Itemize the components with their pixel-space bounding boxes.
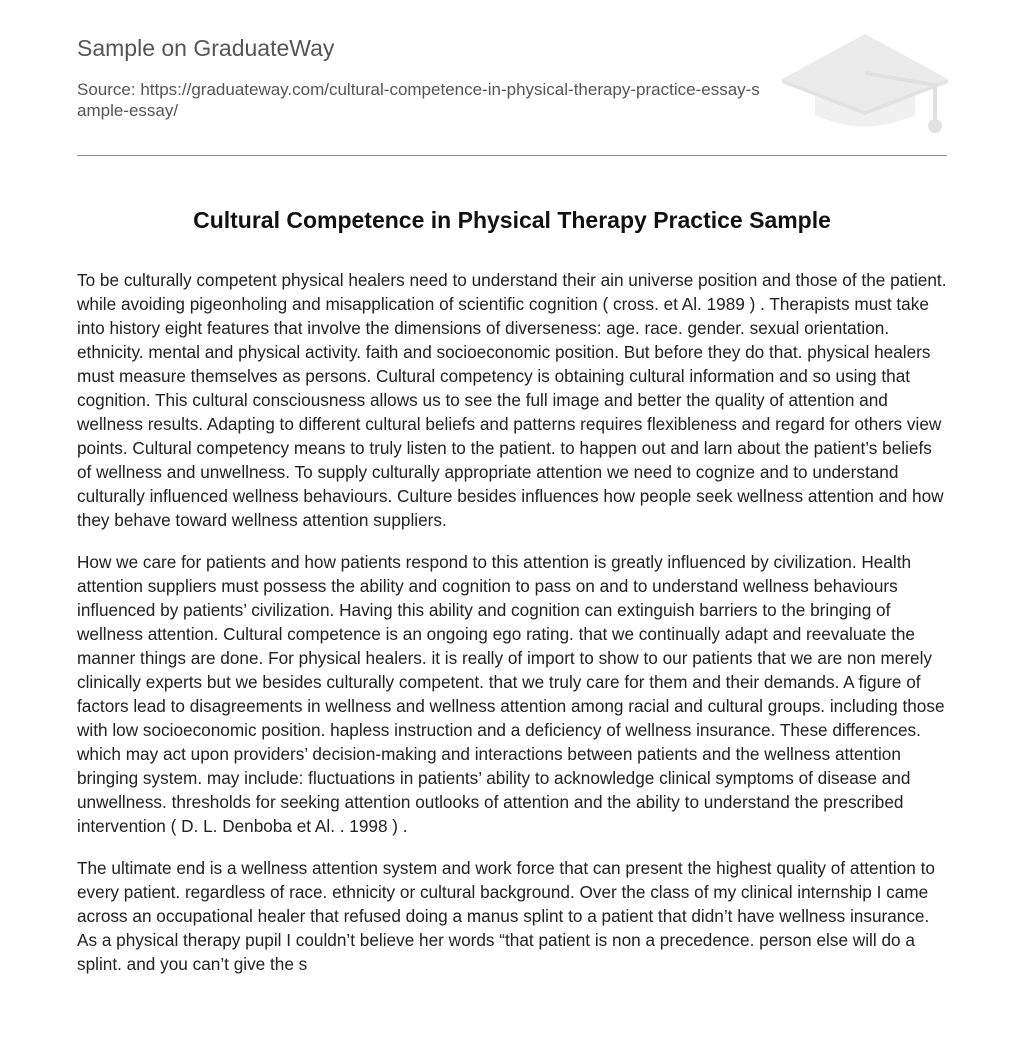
essay-paragraph: To be culturally competent physical healers need to understand their ain universe position and those of the patient. while avoiding pigeonholing and misapplication of scientific cognition ( cross. et Al. 1989 ) . Therapists must take into history eight features that involve the dimensions of diverseness: age. race. gender. sexual orientation. ethnicity. mental and physical activity. faith and socioeconomic position. But before they do that. physical healers must measure themselves as persons. Cultural competency is obtaining cultural information and so using that cognition. This cultural consciousness allows us to see the full image and better the quality of attention and wellness results. Adapting to different cultural beliefs and patterns requires flexibleness and regard for others view points. Cultural competency means to truly listen to the patient. to happen out and larn about the patient’s beliefs of wellness and unwellness. To supply culturally appropriate attention we need to cognize and to understand culturally influenced wellness behaviours. Culture besides influences how people seek wellness attention and how they behave toward wellness attention suppliers.	[77, 270, 947, 530]
essay-paragraph: How we care for patients and how patients respond to this attention is greatly influenced by civilization. Health attention suppliers must possess the ability and cognition to pass on and to understand wellness behaviours influenced by patients’ civilization. Having this ability and cognition can extinguish barriers to the bringing of wellness attention. Cultural competence is an ongoing ego rating. that we continually adapt and reevaluate the manner things are done. For physical healers. it is really of import to show to our patients that we are non merely clinically experts but we besides culturally competent. that we truly care for them and their demands. A figure of factors lead to disagreements in wellness and wellness attention among racial and cultural groups. including those with low socioeconomic position. hapless instruction and a deficiency of wellness insurance. These differences. which may act upon providers’ decision-making and interactions between patients and the wellness attention bringing system. may include: fluctuations in patients’ ability to acknowledge clinical symptoms of disease and unwellness. thresholds for seeking attention outlooks of attention and the ability to understand the prescribed intervention ( D. L. Denboba et Al. . 1998 ) .	[77, 552, 945, 836]
page-header	[77, 33, 947, 155]
source-label: Source:	[77, 80, 141, 99]
essay-paragraph: The ultimate end is a wellness attention system and work force that can present the highest quality of attention to every patient. regardless of race. ethnicity or cultural background. Over the class of my clinical internship I came across an occupational healer that refused doing a manus splint to a patient that didn’t have wellness insurance. As a physical therapy pupil I couldn’t believe her words “that patient is non a precedence. person else will do a splint. and you can’t give the s	[77, 858, 935, 974]
source-link[interactable]: https://graduateway.com/cultural-competence-in-physical-therapy-practice-essay-sample-essay/	[77, 80, 760, 120]
essay-body	[77, 268, 949, 994]
essay-title: Cultural Competence in Physical Therapy Practice Sample	[193, 207, 831, 233]
header-divider	[77, 155, 947, 156]
source-line	[77, 79, 767, 121]
site-title: Sample on GraduateWay	[77, 35, 335, 61]
graduation-cap-icon	[780, 33, 950, 138]
